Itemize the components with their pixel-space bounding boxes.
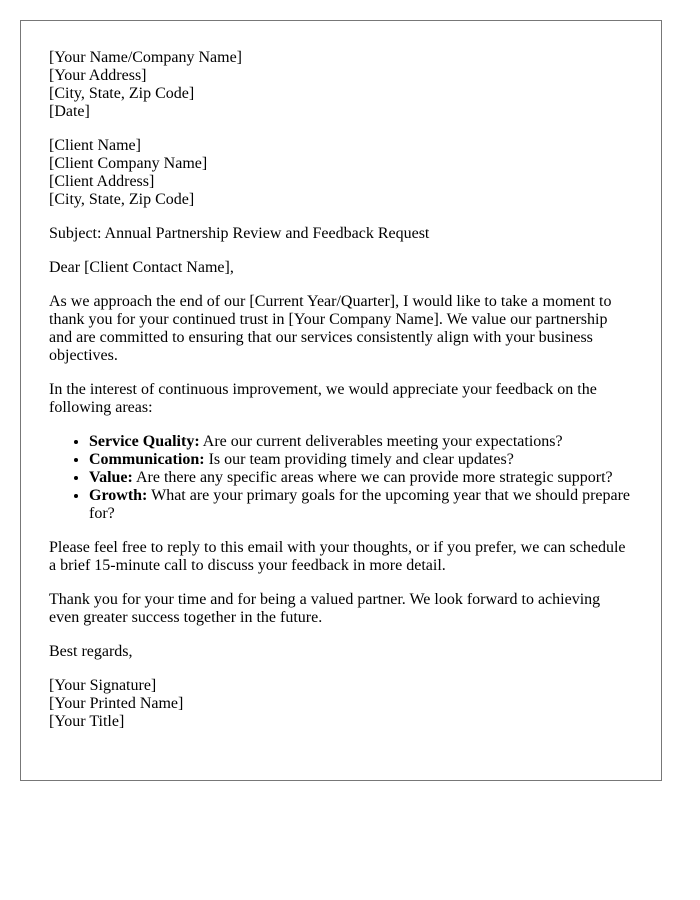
paragraph-feedback: In the interest of continuous improvement, we would appreciate your feedback on the following areas: (49, 381, 597, 416)
paragraph-reply: Please feel free to reply to this email with your thoughts, or if you prefer, we can schedule a brief 15-minute call to discuss your feedback in more detail. (49, 539, 626, 574)
letter-date: [Date] (49, 103, 90, 120)
salutation: Dear [Client Contact Name], (49, 259, 234, 276)
sender-name: [Your Name/Company Name] (49, 49, 243, 66)
letter (20, 20, 662, 781)
client-name: [Client Name] (49, 137, 141, 154)
sender-block (49, 49, 632, 121)
list-item (89, 469, 632, 487)
list-item (89, 451, 632, 469)
sender-address: [Your Address] (49, 67, 147, 84)
title: [Your Title] (49, 713, 125, 730)
client-city: [City, State, Zip Code] (49, 191, 195, 208)
client-address: [Client Address] (49, 173, 155, 190)
item-label: Service Quality: (89, 433, 200, 450)
signature: [Your Signature] (49, 677, 157, 694)
item-text: Is our team providing timely and clear updates? (204, 451, 514, 468)
item-label: Communication: (89, 451, 205, 468)
feedback-list (49, 433, 632, 523)
item-text: What are your primary goals for the upcoming year that we should prepare for? (89, 487, 631, 522)
item-text: Are our current deliverables meeting your expectations? (199, 433, 563, 450)
recipient-block (49, 137, 632, 209)
item-label: Value: (89, 469, 133, 486)
closing: Best regards, (49, 643, 133, 660)
client-company: [Client Company Name] (49, 155, 208, 172)
paragraph-intro: As we approach the end of our [Current Year/Quarter], I would like to take a moment to thank you for your continued trust in [Your Company Name]. We value our partnership and are committed to ensuring that our services consistently align with your business objectives. (49, 293, 612, 364)
sender-city: [City, State, Zip Code] (49, 85, 195, 102)
list-item (89, 487, 632, 523)
list-item (89, 433, 632, 451)
item-text: Are there any specific areas where we can provide more strategic support? (132, 469, 613, 486)
item-label: Growth: (89, 487, 148, 504)
signature-block (49, 677, 632, 731)
paragraph-thanks: Thank you for your time and for being a valued partner. We look forward to achieving even greater success together in the future. (49, 591, 601, 626)
printed-name: [Your Printed Name] (49, 695, 184, 712)
subject-line: Subject: Annual Partnership Review and Feedback Request (49, 225, 430, 242)
